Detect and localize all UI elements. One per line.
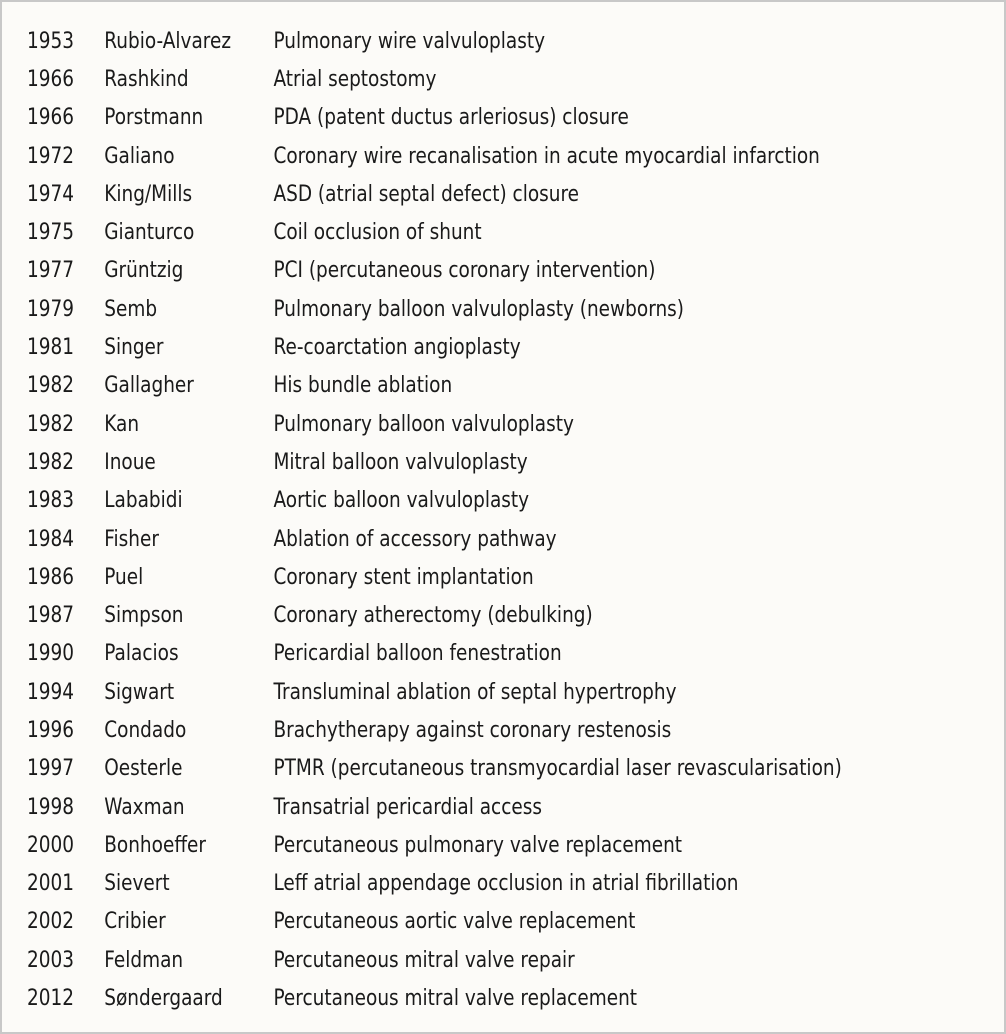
- author-cell: Rashkind: [104, 66, 189, 92]
- table-body: [27, 22, 842, 1018]
- procedure-cell: PTMR (percutaneous transmyocardial laser revascularisation): [273, 756, 842, 782]
- procedure-cell: Percutaneous aortic valve replacement: [273, 909, 636, 935]
- table-row: [27, 443, 842, 481]
- table-row: [27, 405, 842, 443]
- procedure-cell: His bundle ablation: [273, 373, 453, 399]
- procedure-cell: Pericardial balloon fenestration: [273, 641, 562, 667]
- year-cell: 1953: [27, 28, 75, 54]
- year-cell: 1979: [27, 296, 75, 322]
- year-cell: 2002: [27, 909, 75, 935]
- author-cell: Condado: [104, 717, 187, 743]
- year-cell: 2001: [27, 871, 75, 897]
- year-cell: 1984: [27, 526, 75, 552]
- procedure-cell: Percutaneous mitral valve replacement: [273, 986, 638, 1012]
- author-cell: Søndergaard: [104, 986, 223, 1012]
- year-cell: 1990: [27, 641, 75, 667]
- procedure-cell: Pulmonary balloon valvuloplasty (newborns): [273, 296, 685, 322]
- year-cell: 2003: [27, 947, 75, 973]
- procedure-cell: Re-coarctation angioplasty: [273, 335, 521, 361]
- procedure-cell: Transatrial pericardial access: [273, 794, 542, 820]
- author-cell: Feldman: [104, 947, 184, 973]
- procedure-cell: PCI (percutaneous coronary intervention): [273, 258, 656, 284]
- year-cell: 1982: [27, 411, 75, 437]
- table-row: [27, 903, 842, 941]
- table-row: [27, 635, 842, 673]
- table-row: [27, 941, 842, 979]
- procedure-cell: Transluminal ablation of septal hypertrophy: [273, 679, 677, 705]
- procedure-cell: Coronary atherectomy (debulking): [273, 603, 593, 629]
- author-cell: Simpson: [104, 603, 184, 629]
- year-cell: 1966: [27, 105, 75, 131]
- author-cell: Bonhoeffer: [104, 832, 207, 858]
- year-cell: 1982: [27, 449, 75, 475]
- table-row: [27, 367, 842, 405]
- table-row: [27, 137, 842, 175]
- procedure-cell: Coronary stent implantation: [273, 564, 534, 590]
- author-cell: Sievert: [104, 871, 170, 897]
- table-row: [27, 788, 842, 826]
- year-cell: 1996: [27, 717, 75, 743]
- table-row: [27, 175, 842, 213]
- year-cell: 1972: [27, 143, 75, 169]
- table-row: [27, 213, 842, 251]
- author-cell: Inoue: [104, 449, 156, 475]
- table-row: [27, 865, 842, 903]
- procedure-cell: Brachytherapy against coronary restenosis: [273, 717, 672, 743]
- procedure-cell: Percutaneous pulmonary valve replacement: [273, 832, 683, 858]
- year-cell: 1997: [27, 756, 75, 782]
- procedure-cell: Pulmonary wire valvuloplasty: [273, 28, 546, 54]
- table-row: [27, 482, 842, 520]
- author-cell: Semb: [104, 296, 158, 322]
- author-cell: Gallagher: [104, 373, 194, 399]
- author-cell: Palacios: [104, 641, 179, 667]
- table-row: [27, 596, 842, 634]
- year-cell: 2012: [27, 986, 75, 1012]
- year-cell: 1998: [27, 794, 75, 820]
- author-cell: Oesterle: [104, 756, 183, 782]
- milestones-table: [27, 22, 842, 1018]
- procedure-cell: Leff atrial appendage occlusion in atrial fibrillation: [273, 871, 739, 897]
- author-cell: Waxman: [104, 794, 185, 820]
- author-cell: Grüntzig: [104, 258, 184, 284]
- author-cell: Sigwart: [104, 679, 175, 705]
- year-cell: 2000: [27, 832, 75, 858]
- procedure-cell: ASD (atrial septal defect) closure: [273, 181, 580, 207]
- procedure-cell: Percutaneous mitral valve repair: [273, 947, 575, 973]
- table-row: [27, 979, 842, 1017]
- author-cell: Lababidi: [104, 488, 183, 514]
- table-row: [27, 328, 842, 366]
- procedure-cell: Mitral balloon valvuloplasty: [273, 449, 528, 475]
- year-cell: 1982: [27, 373, 75, 399]
- table-row: [27, 99, 842, 137]
- table-row: [27, 711, 842, 749]
- author-cell: Rubio-Alvarez: [104, 28, 232, 54]
- table-row: [27, 558, 842, 596]
- table-row: [27, 60, 842, 98]
- year-cell: 1994: [27, 679, 75, 705]
- table-row: [27, 673, 842, 711]
- year-cell: 1974: [27, 181, 75, 207]
- year-cell: 1987: [27, 603, 75, 629]
- author-cell: Gianturco: [104, 220, 195, 246]
- table-row: [27, 520, 842, 558]
- author-cell: Galiano: [104, 143, 175, 169]
- procedure-cell: Coil occlusion of shunt: [273, 220, 482, 246]
- author-cell: Kan: [104, 411, 140, 437]
- procedure-cell: Coronary wire recanalisation in acute myocardial infarction: [273, 143, 820, 169]
- year-cell: 1986: [27, 564, 75, 590]
- author-cell: Puel: [104, 564, 144, 590]
- procedure-cell: Pulmonary balloon valvuloplasty: [273, 411, 574, 437]
- year-cell: 1977: [27, 258, 75, 284]
- year-cell: 1966: [27, 66, 75, 92]
- year-cell: 1975: [27, 220, 75, 246]
- author-cell: Singer: [104, 335, 164, 361]
- procedure-cell: Ablation of accessory pathway: [273, 526, 557, 552]
- year-cell: 1981: [27, 335, 75, 361]
- table-row: [27, 750, 842, 788]
- author-cell: Porstmann: [104, 105, 204, 131]
- table-row: [27, 826, 842, 864]
- procedure-cell: PDA (patent ductus arleriosus) closure: [273, 105, 629, 131]
- table-row: [27, 252, 842, 290]
- procedure-cell: Atrial septostomy: [273, 66, 437, 92]
- table-row: [27, 22, 842, 60]
- procedure-cell: Aortic balloon valvuloplasty: [273, 488, 530, 514]
- year-cell: 1983: [27, 488, 75, 514]
- author-cell: King/Mills: [104, 181, 193, 207]
- author-cell: Fisher: [104, 526, 159, 552]
- author-cell: Cribier: [104, 909, 166, 935]
- table-row: [27, 290, 842, 328]
